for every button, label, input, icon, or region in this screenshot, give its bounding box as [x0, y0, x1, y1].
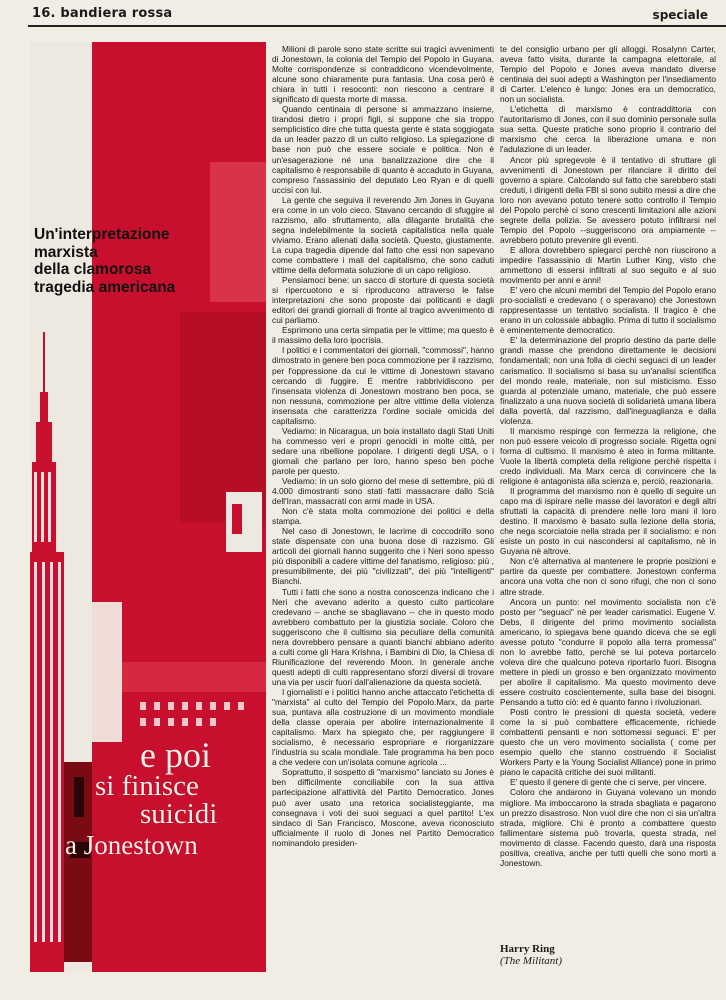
paragraph: te del consiglio urbano per gli alloggi. Rosalynn Carter, aveva fatto visita, durante la campagna elettorale, al Tempio del Popolo e Jones aveva mandato diverse centinaia dei suoi adepti a Washington per l'insediamento di Carter. L'elenco è lungo: Jones era un democratico, non un socialista. — [500, 44, 716, 105]
paragraph: Non c'è stata molta commozione dei politici e della stampa. — [272, 506, 494, 527]
paragraph: L'etichetta di marxismo è contraddittoria con l'autoritarismo di Jones, con il suo dominio personale sulla sua setta. Queste pratiche sono proprio il contrario del marxismo che cerca la liberazione umana e non l'adulazione di un leader. — [500, 104, 716, 155]
paragraph: Il marxismo respinge con fermezza la religione, che non può essere veicolo di progresso sociale. Rigetta ogni forma di cultismo. Il marxismo è ateo in forma militante. Vuole la libertà completa della religione perchè rispetta i credo individuali. Ma Marx cerca di convincere che la religione è antagonista alla scienza e, perciò, reazionaria. — [500, 425, 716, 487]
source-publication: (The Militant) — [500, 955, 563, 967]
paragraph: La gente che seguiva il reverendo Jim Jones in Guyana era come in un volo cieco. Stavano cercando di sfuggire al razzismo, allo sfruttamento, alla dilagante brutalità che segna indelebilmente la società capitalistica nella quale viviamo. Erano alienati dalla società. Questo, giustamente. La cupa tragedia dipende dal fatto che essi non sapevano come combattere i mali del capitalismo, che sono caduti vittime della deformata soluzione di un capo religioso. — [272, 194, 494, 276]
paragraph: Coloro che andarono in Guyana volevano un mondo migliore. Ma imboccarono la strada sbagliata e pagarono un prezzo disastroso. Non vuol dire che non ci sia un'altra strada, migliore. Chi è pronto a combattere questo fallimentare sistema può trovarla, questa strada, nel movimento di classe. Facendo questo, darà una risposta positiva, creativa, anche per tutti quelli che sono morti a Jonestown. — [500, 787, 716, 868]
header-rule — [28, 25, 726, 27]
paragraph: Soprattutto, il sospetto di "marxismo" lanciato su Jones è ben difficilmente conciliabile con la sua attiva partecipazione all'attività del Partito Democratico. Jones può aver usato una retorica socialisteggiante, ma consegnava i voti dei suoi seguaci a quel partito! L'ex sindaco di San Francisco, Moscone, aveva riconosciuto ufficialmente il ruolo di Jones nel Partito Democratico nominandolo presiden- — [272, 767, 494, 848]
paragraph: E' vero che alcuni membri del Tempio del Popolo erano pro-socialisti e credevano ( o speravano) che Jonestown rappresentasse un tentativo socialista. Il tragico è che erano in un colossale abbaglio. Prima di tutto il socialismo è eminentemente democratico. — [500, 285, 716, 336]
paragraph: Tutti i fatti che sono a nostra conoscenza indicano che i Neri che avevano aderito a questo culto particolare credevano -- anche se sbagliavano -- che in questo modo avrebbero combattuto per la giustizia sociale. Coloro che suggeriscono che il cultismo sia peculiare della comunità nera dovrebbero pensare a quanti bianchi abbiano aderito a culti come gli Hara Krishna, i Bambini di Dio, la Chiesa di Riunificazione del reverendo Moon. In generale anche questi adepti di culti rappresentano sforzi diversi di trovare una via per uscir fuori dall'alienazione da questa società. — [272, 586, 494, 687]
paragraph: E' questo il genere di gente che ci serve, per vincere. — [510, 777, 707, 788]
paragraph: Vediamo: in Nicaragua, un boia installato dagli Stati Uniti ha commesso veri e propri genocidi in molte città, per sedare una ribellione popolare. I dirigenti degli USA, o i giornali che parlano per loro, hanno speso ben poche parole per questo. — [272, 425, 494, 476]
author-signature — [500, 943, 562, 967]
author-name: Harry Ring — [500, 943, 555, 955]
page-folio: 16. bandiera rossa — [32, 6, 173, 21]
paragraph: Milioni di parole sono state scritte sui tragici avvenimenti di Jonestown, la colonia del Tempio del Popolo in Guyana. Molte corrispondenze si contraddicono vicendevolmente, alcune sono chiaramente pura fantasia. Una cosa però è chiara in tutti i resoconti: non riescono a centrare il significato di questa morte di massa. — [272, 44, 494, 105]
slogan-line: a Jonestown — [65, 830, 198, 860]
slogan-line: suicidi — [140, 798, 218, 830]
paragraph: Ancora un punto: nel movimento socialista non c'è posto per "seguaci" nè per leader carismatici. Eugene V. Debs, il dirigente del primo movimento socialista americano, lo spiegava bene quando diceva che se egli avesse potuto "condurre il popolo alla terra promessa" non lo avrebbe fatto, perchè se lui poteva portarcelo voleva dire che qualcuno poteva riportarlo fuori. Bisogna mettere in piedi un grosso e ben organizzato movimento per abolire il capitalismo. Ma questo movimento deve essere costruito coscientemente, sulla base dei bisogni. Pensando a tutto ciò: ed è quanto fanno i rivoluzionari. — [500, 596, 716, 708]
headline-line: marxista — [34, 243, 98, 261]
paragraph: Posti contro le pressioni di questa società, vedere come la si può combattere efficacemente, richiede combattenti pensanti e non sottomessi seguaci. E' per questo che un vero movimento socialista ( come per esempio quello che stanno costruendo il Socialist Workers Party e la Young Socialist Alliance) pone in primo piano le capacità critiche dei suoi militanti. — [500, 707, 716, 778]
page-header — [0, 0, 726, 26]
paragraph: Quando centinaia di persone si ammazzano insieme, tirandosi dietro i propri figli, si suppone che sia troppo semplicistico dire che tutta questa gente è stata soggiogata da un leader pazzo di un culto religioso. La spiegazione di base non può che essere sociale e politica. Non è un'esagerazione né una banalizzazione dire che il capitalismo è responsabile di quanto è accaduto in Guyana, compreso l'assassinio del deputato Leo Ryan e di quelli uccisi con lui. — [272, 104, 494, 195]
paragraph: Nel caso di Jonestown, le lacrime di coccodrillo sono state dispensate con una buona dose di razzismo. Gli articoli dei giornali hanno suggerito che i Neri sono spesso più disponibili a cadere vittime del fanatismo, religioso: più , presumibilmente, dei più "civilizzati", dei più "intelligenti" Bianchi. — [272, 526, 494, 587]
paragraph: Non c'è alternativa al mantenere le proprie posizioni e partire da queste per combattere. Jonestown conferma ancora una volta che non ci sono rifugi, che non ci sono altre strade. — [500, 556, 716, 597]
article-column-2 — [500, 44, 716, 944]
section-label: speciale — [652, 8, 708, 22]
headline-line: Un'interpretazione — [34, 226, 170, 243]
paragraph: I politici e i commentatori dei giornali, "commossi", hanno dimostrato in genere ben poca commozione per il razzismo, per l'oppressione da cui le vittime di Jonestown stavano cercando di fuggire. E mentre rabbrividiscono per l'insensata violenza di Jonestown mostrano ben poca, se non nessuna, commozione per altre vittime della violenza insensata che caratterizza l'ordine sociale omicida del capitalismo. — [272, 345, 494, 426]
paragraph: Ancor più spregevole è il tentativo di sfruttare gli avvenimenti di Jonestown per rilanciare il diritto del governo a spiare. Calcolando sul fatto che sarebbero stati creduti, i dirigenti della FBI si sono subito messi a dire che loro non avevano potuto tenere sotto controllo il Tempio del Popolo perchè ci sono crescenti limitazioni alle azioni segrete della polizia. Se avessero potuto infiltrarsi nel Tempio del Popolo --suggeriscono ora ampiamente -- avrebbero potuto prevenire gli eventi. — [500, 154, 716, 245]
paragraph: Esprimono una certa simpatia per le vittime; ma questo è il massimo della loro ipocrisia. — [272, 325, 494, 346]
paragraph: Il programma del marxismo non è quello di seguire un capo ma di ispirare nelle masse dei lavoratori e degli altri sfruttati la capacità di prendere nelle loro mani il loro destino. Il marxismo è basato sulla lezione della storia, che nega scorciatoie nella strada per il socialismo: e non esiste un posto in cui nascondersi al capitalismo, nè in Guyana nè altrove. — [500, 486, 716, 557]
paragraph: Vediamo: in un solo giorno del mese di settembre, più di 4.000 dimostranti sono stati fatti massacrare dallo Scià dell'Iran, massacrati con armi made in USA. — [272, 476, 494, 507]
headline-line: della clamorosa — [34, 261, 152, 278]
paragraph: E allora dovrebbero spiegarci perchè non riuscirono a impedire l'assassinio di Martin Luther King, visto che ammettono di essersi infiltrati al suo seguito e al suo movimento per anni e anni! — [500, 244, 716, 286]
paragraph: I giornalisti e i politici hanno anche attaccato l'etichetta di "marxista" al culto del Tempio del Popolo.Marx, da parte sua, puntava alla costruzione di un movimento mondiale della classe operaia per abolire internazionalmente il capitalismo. Marx ha spiegato che, per raggiungere il socialismo, è necessario espropriare e riorganizzare l'industria su scala mondiale. Tale programma ha ben poco a che vedere con un'isolata comune agricola ... — [272, 687, 494, 768]
paragraph: Pensiamoci bene: un sacco di storture di questa società si ripercuotono e si riproducono attraverso le false interpretazioni che sono proposte dai politicanti e dagli editori dei grandi giornali di fronte al tragico avvenimento di cui parliamo. — [272, 275, 494, 326]
paragraph: E' la determinazione del proprio destino da parte delle grandi masse che prendono direttamente le decisioni fondamentali; non una folla di ciechi seguaci di un leader carismatico. Il socialismo si basa su un'analisi scientifica del mondo reale, materiale, non sul misticismo. Esso guarda al potenziale umano, materiale, che può essere finalizzato a una nuova società di solidarietà umana libera dalla povertà, dal razzismo, dall'ineguaglianza e dalla violenza. — [500, 335, 716, 426]
headline-line: tragedia americana — [34, 278, 176, 296]
article-headline — [34, 226, 239, 296]
slogan-line: si finisce — [95, 770, 199, 802]
slogan-line: e poi — [140, 735, 211, 775]
article-column-1 — [272, 44, 494, 976]
